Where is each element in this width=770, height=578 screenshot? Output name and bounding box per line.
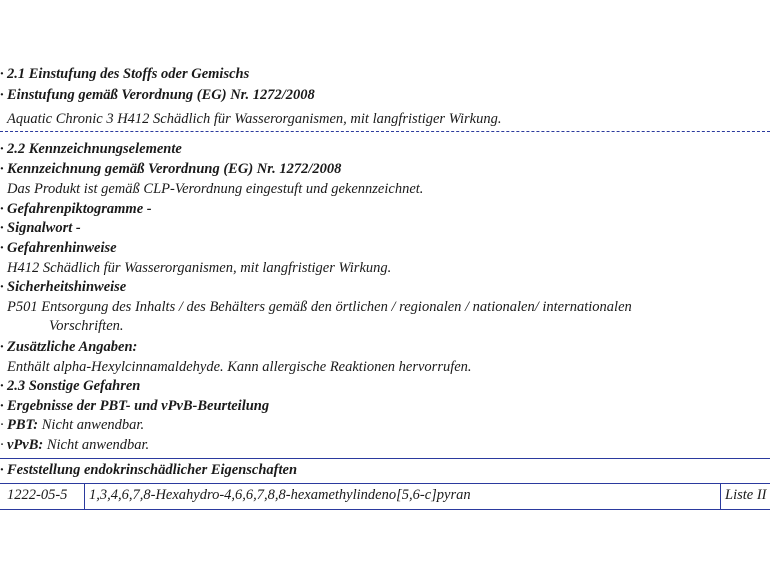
clp-statement: Das Produkt ist gemäß CLP-Verordnung eingestuft und gekennzeichnet. [7, 181, 424, 197]
additional-info-text: Enthält alpha-Hexylcinnamaldehyde. Kann allergische Reaktionen hervorrufen. [7, 359, 472, 375]
dashed-divider [0, 131, 770, 132]
section-2-2-heading: · 2.2 Kennzeichnungselemente [0, 141, 182, 157]
table-cell-list: Liste II [725, 487, 767, 503]
section-2-1-heading: · 2.1 Einstufung des Stoffs oder Gemischs [0, 66, 250, 82]
precautionary-statement-line1: P501 Entsorgung des Inhalts / des Behälters gemäß den örtlichen / regionalen / nationalen/ internationalen [7, 299, 632, 315]
additional-info-label: · Zusätzliche Angaben: [0, 339, 138, 355]
pictograms-label: · Gefahrenpiktogramme - [0, 201, 152, 217]
precautionary-label: · Sicherheitshinweise [0, 279, 127, 295]
endocrine-heading: · Feststellung endokrinschädlicher Eigenschaften [0, 462, 298, 478]
table-cell-substance: 1,3,4,6,7,8-Hexahydro-4,6,6,7,8,8-hexamethylindeno[5,6-c]pyran [89, 487, 471, 503]
vpvb-result: · vPvB: Nicht anwendbar. [0, 437, 150, 453]
table-top-border [0, 483, 770, 484]
table-column-divider [720, 483, 721, 509]
section-2-2-subheading: · Kennzeichnung gemäß Verordnung (EG) Nr. 1272/2008 [0, 161, 342, 177]
table-column-divider [84, 483, 85, 509]
classification-text: Aquatic Chronic 3 H412 Schädlich für Wasserorganismen, mit langfristiger Wirkung. [7, 111, 502, 127]
table-bottom-border [0, 509, 770, 510]
divider-line [0, 458, 770, 459]
section-2-3-heading: · 2.3 Sonstige Gefahren [0, 378, 141, 394]
signal-word-label: · Signalwort - [0, 220, 81, 236]
hazard-statements-label: · Gefahrenhinweise [0, 240, 117, 256]
table-cell-cas: 1222-05-5 [7, 487, 68, 503]
section-2-1-subheading: · Einstufung gemäß Verordnung (EG) Nr. 1272/2008 [0, 87, 315, 103]
precautionary-statement-line2: Vorschriften. [49, 318, 124, 334]
pbt-assessment-heading: · Ergebnisse der PBT- und vPvB-Beurteilung [0, 398, 270, 414]
pbt-result: · PBT: Nicht anwendbar. [0, 417, 145, 433]
hazard-statement: H412 Schädlich für Wasserorganismen, mit langfristiger Wirkung. [7, 260, 392, 276]
